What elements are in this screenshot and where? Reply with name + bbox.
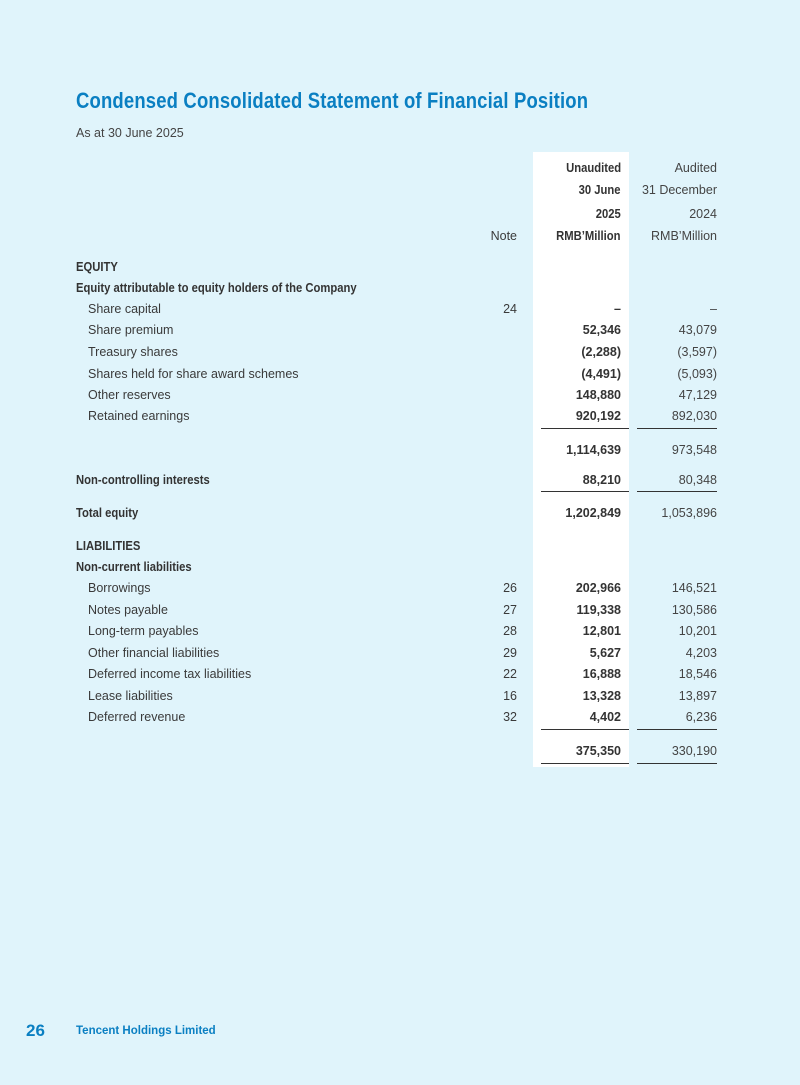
table-row (0, 469, 800, 491)
row-value-2025: 12,801 (582, 624, 621, 638)
table-row-subtotal (0, 740, 800, 762)
row-value-2025: – (614, 302, 621, 316)
row-label: LIABILITIES (76, 539, 141, 553)
table-row (0, 599, 800, 621)
row-label: Other financial liabilities (88, 646, 220, 660)
row-label: Share capital (88, 302, 161, 316)
row-label: Long-term payables (88, 624, 199, 638)
row-value-2024: 80,348 (678, 473, 717, 487)
row-value-2024: – (710, 302, 717, 316)
row-value-2024: 330,190 (671, 744, 717, 758)
table-row (0, 341, 800, 363)
row-value-2025: 52,346 (582, 323, 621, 337)
row-label: Equity attributable to equity holders of the Company (76, 281, 357, 295)
row-label: Deferred income tax liabilities (88, 667, 252, 681)
row-label: Non-current liabilities (76, 560, 192, 574)
header-2024-date: 31 December (641, 183, 717, 197)
row-value-2025: 1,114,639 (566, 443, 621, 457)
row-note: 28 (503, 624, 517, 638)
table-row (0, 620, 800, 642)
row-label: EQUITY (76, 260, 118, 274)
row-value-2025: 13,328 (582, 689, 621, 703)
table-row (0, 405, 800, 427)
subtotal-rule (541, 729, 629, 730)
row-value-2024: 47,129 (678, 388, 717, 402)
row-value-2024: (3,597) (677, 345, 717, 359)
table-row-subtotal (0, 439, 800, 461)
table-row-total (0, 502, 800, 524)
header-2024-unit: RMB’Million (651, 229, 717, 243)
table-row (0, 384, 800, 406)
row-label: Borrowings (88, 581, 151, 595)
subtotal-rule (637, 763, 717, 764)
row-label: Total equity (76, 506, 139, 520)
row-value-2024: 4,203 (685, 646, 717, 660)
table-row (0, 277, 800, 299)
header-row-status (0, 157, 800, 179)
subtotal-rule (541, 763, 629, 764)
header-2024-year: 2024 (689, 207, 717, 221)
header-row-year (0, 203, 800, 225)
header-2024-status: Audited (674, 161, 717, 175)
row-value-2025: (2,288) (581, 345, 621, 359)
row-label: Treasury shares (88, 345, 178, 359)
row-value-2024: 10,201 (678, 624, 717, 638)
row-note: 26 (503, 581, 517, 595)
table-row (0, 663, 800, 685)
row-note: 29 (503, 646, 517, 660)
row-value-2024: 13,897 (678, 689, 717, 703)
header-2025-unit: RMB’Million (556, 229, 621, 243)
header-2025-status: Unaudited (566, 161, 621, 175)
row-label: Notes payable (88, 603, 168, 617)
table-row (0, 298, 800, 320)
row-label: Share premium (88, 323, 174, 337)
row-value-2024: 973,548 (671, 443, 717, 457)
row-value-2024: 146,521 (671, 581, 717, 595)
row-value-2024: 1,053,896 (661, 506, 717, 520)
table-row (0, 577, 800, 599)
page-subtitle: As at 30 June 2025 (76, 126, 184, 140)
subtotal-rule (637, 729, 717, 730)
row-label: Other reserves (88, 388, 171, 402)
header-row-date (0, 179, 800, 201)
row-note: 32 (503, 710, 517, 724)
row-value-2025: 88,210 (582, 473, 621, 487)
header-note: Note (490, 229, 517, 243)
row-label: Lease liabilities (88, 689, 173, 703)
row-note: 27 (503, 603, 517, 617)
table-row (0, 363, 800, 385)
row-value-2025: 119,338 (576, 603, 621, 617)
row-value-2025: 1,202,849 (565, 506, 621, 520)
row-note: 22 (503, 667, 517, 681)
row-value-2024: (5,093) (677, 367, 717, 381)
header-2025-date: 30 June (579, 183, 621, 197)
row-value-2025: 202,966 (575, 581, 621, 595)
row-value-2024: 43,079 (678, 323, 717, 337)
header-2025-year: 2025 (595, 207, 621, 221)
row-value-2024: 6,236 (685, 710, 717, 724)
row-value-2025: 375,350 (575, 744, 621, 758)
footer-company-name: Tencent Holdings Limited (76, 1025, 216, 1037)
row-note: 24 (503, 302, 517, 316)
row-label: Deferred revenue (88, 710, 186, 724)
row-label: Non-controlling interests (76, 473, 210, 487)
table-row (0, 556, 800, 578)
row-value-2025: 16,888 (582, 667, 621, 681)
header-row-unit (0, 225, 800, 247)
row-value-2024: 130,586 (671, 603, 717, 617)
table-row (0, 685, 800, 707)
row-label: Retained earnings (88, 409, 190, 423)
table-row (0, 642, 800, 664)
row-value-2025: (4,491) (581, 367, 621, 381)
page-title: Condensed Consolidated Statement of Financial Position (76, 88, 589, 113)
row-value-2025: 148,880 (575, 388, 621, 402)
table-row (0, 706, 800, 728)
row-value-2025: 4,402 (589, 710, 621, 724)
subtotal-rule (637, 428, 717, 429)
row-value-2024: 892,030 (671, 409, 717, 423)
table-row (0, 319, 800, 341)
table-row (0, 256, 800, 278)
table-row (0, 535, 800, 557)
total-rule (637, 491, 717, 492)
total-rule (541, 491, 629, 492)
row-label: Shares held for share award schemes (88, 367, 299, 381)
row-value-2024: 18,546 (678, 667, 717, 681)
row-value-2025: 920,192 (575, 409, 621, 423)
page-number: 26 (26, 1021, 45, 1040)
row-value-2025: 5,627 (589, 646, 621, 660)
row-note: 16 (503, 689, 517, 703)
subtotal-rule (541, 428, 629, 429)
